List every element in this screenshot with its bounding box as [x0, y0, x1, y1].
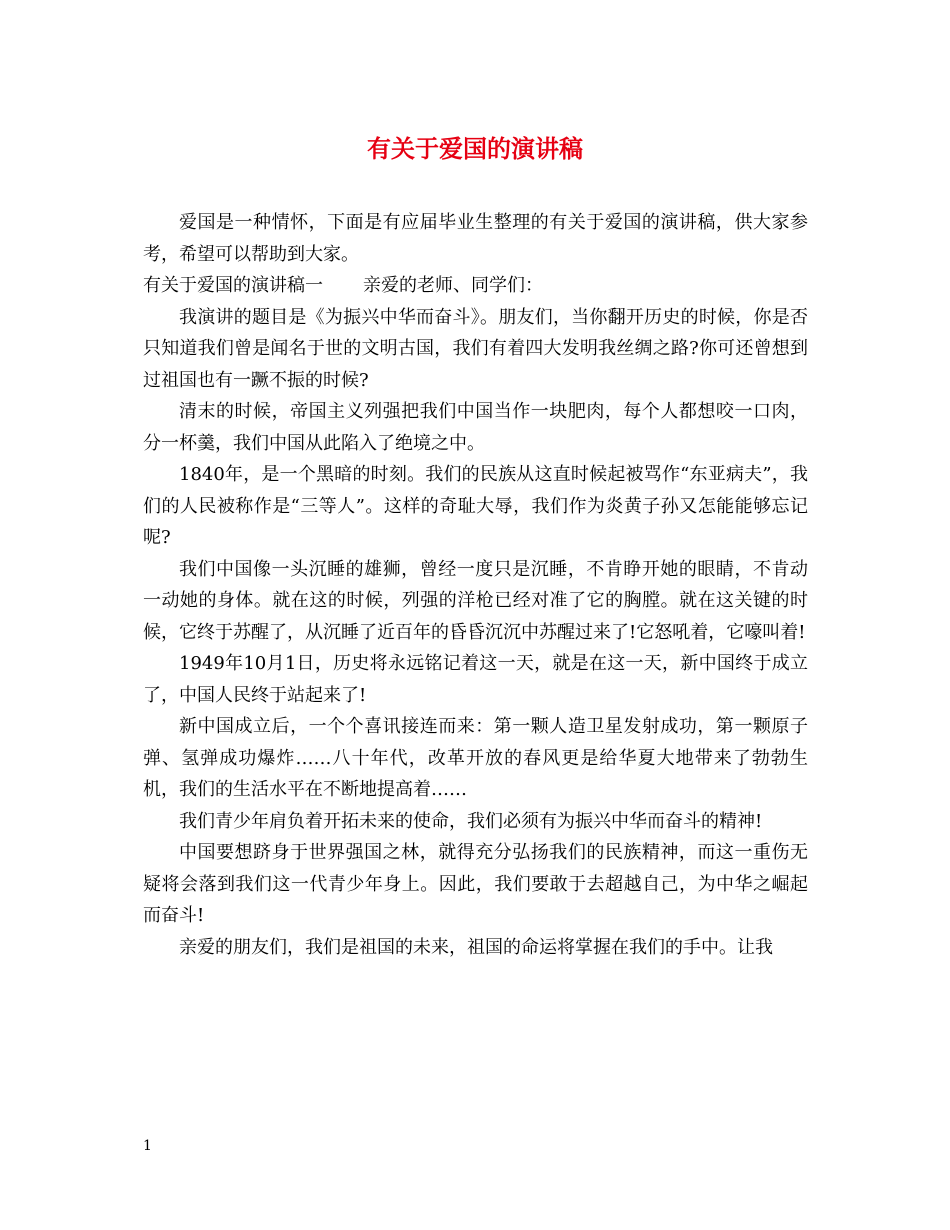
paragraph-7: 我们青少年肩负着开拓未来的使命，我们必须有为振兴中华而奋斗的精神! — [179, 810, 763, 832]
paragraph-9: 亲爱的朋友们，我们是祖国的未来，祖国的命运将掌握在我们的手中。让我 — [179, 936, 773, 958]
paragraph-1: 我演讲的题目是《为振兴中华而奋斗》。朋友们，当你翻开历史的时候，你是否只知道我们曾是闻名于世的文明古国，我们有着四大发明我丝绸之路?你可还曾想到过祖国也有一蹶不振的时候? — [143, 306, 808, 391]
document-body — [143, 207, 808, 963]
paragraph-6: 新中国成立后，一个个喜讯接连而来：第一颗人造卫星发射成功，第一颗原子弹、氢弹成功爆炸……八十年代，改革开放的春风更是给华夏大地带来了勃勃生机，我们的生活水平在不断地提高着…… — [143, 716, 808, 800]
page-number: 1 — [143, 1138, 152, 1154]
paragraph-2: 清末的时候，帝国主义列强把我们中国当作一块肥肉，每个人都想咬一口肉，分一杯羹，我们中国从此陷入了绝境之中。 — [143, 401, 808, 454]
section-heading-line — [143, 270, 808, 302]
intro-paragraph: 爱国是一种情怀，下面是有应届毕业生整理的有关于爱国的演讲稿，供大家参考，希望可以帮助到大家。 — [143, 212, 808, 265]
paragraph-8: 中国要想跻身于世界强国之林，就得充分弘扬我们的民族精神，而这一重伤无疑将会落到我们这一代青少年身上。因此，我们要敢于去超越自己，为中华之崛起而奋斗! — [143, 842, 808, 926]
section-heading: 有关于爱国的演讲稿一 — [143, 275, 323, 296]
heading-gap — [323, 270, 363, 302]
document-title: 有关于爱国的演讲稿 — [367, 134, 583, 163]
paragraph-5: 1949年10月1日，历史将永远铭记着这一天，就是在这一天，新中国终于成立了，中国人民终于站起来了! — [143, 653, 808, 706]
paragraph-4: 我们中国像一头沉睡的雄狮，曾经一度只是沉睡，不肯睁开她的眼睛，不肯动一动她的身体。就在这的时候，列强的洋枪已经对准了它的胸膛。就在这关键的时候，它终于苏醒了，从沉睡了近百年的昏昏沉沉中苏醒过来了!它怒吼着，它嚎叫着! — [143, 558, 808, 643]
paragraph-3: 1840年，是一个黑暗的时刻。我们的民族从这直时候起被骂作“东亚病夫”，我们的人民被称作是“三等人”。这样的奇耻大辱，我们作为炎黄子孙又怎能能够忘记呢? — [143, 464, 808, 548]
greeting: 亲爱的老师、同学们： — [363, 275, 543, 296]
